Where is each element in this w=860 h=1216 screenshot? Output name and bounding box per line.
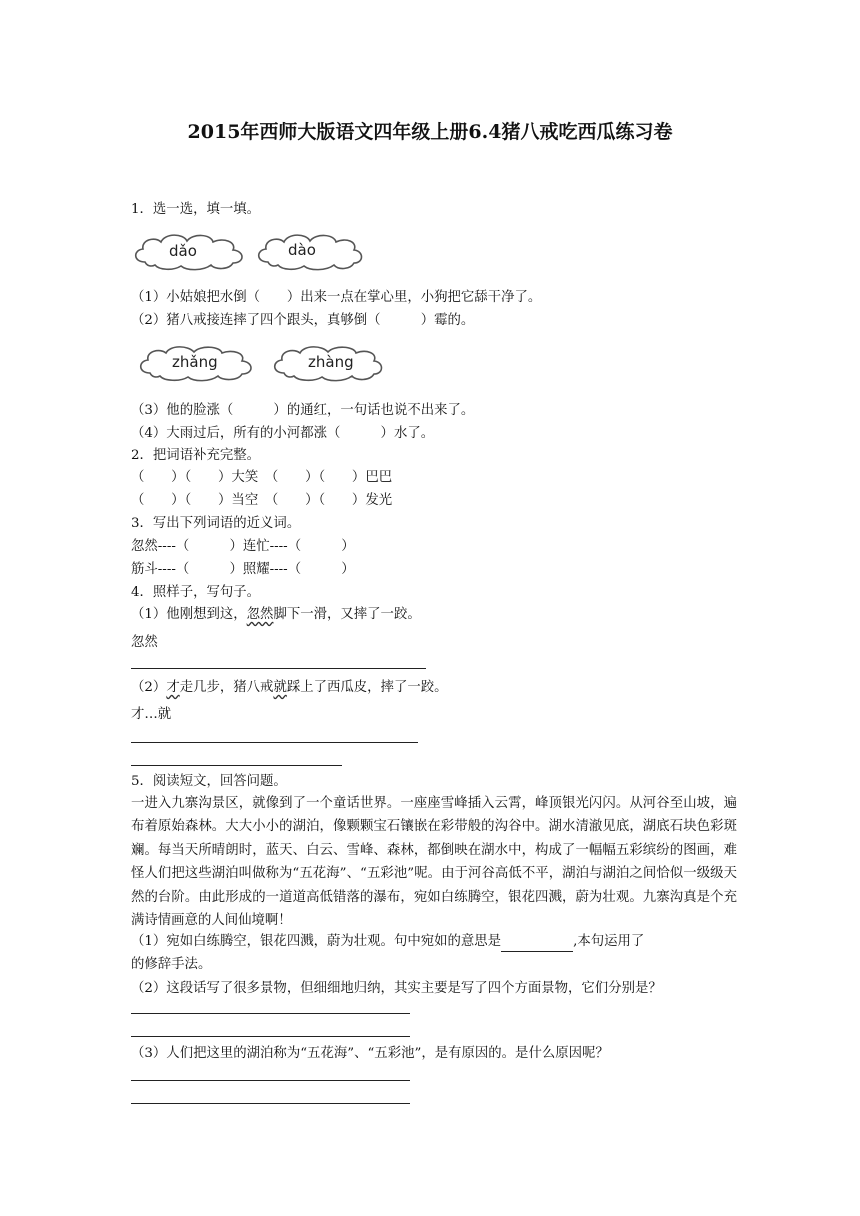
q5-sq1-text-a: （1）宛如白练腾空，银花四溅，蔚为壮观。句中宛如的意思是: [131, 934, 502, 949]
answer-line[interactable]: [131, 742, 418, 743]
cloud-text-zhang3: zhǎng: [172, 353, 218, 371]
q1-sentence-2: （2）猪八戒接连摔了四个跟头，真够倒（ ）霉的。: [131, 313, 475, 328]
q4-heading: 4．照样子，写句子。: [131, 585, 261, 600]
q4-sentence-2: [131, 678, 448, 698]
q1-sentence-4: （4）大雨过后，所有的小河都涨（ ）水了。: [131, 426, 435, 441]
q4-s1-post: 脚下一滑，又摔了一跤。: [273, 607, 421, 622]
pinyin-cloud-dao3: [131, 230, 251, 272]
q5-subquestion-1: [131, 932, 644, 952]
q5-subquestion-3: （3）人们把这里的湖泊称为“五花海”、“五彩池”，是有原因的。是什么原因呢？: [131, 1046, 609, 1061]
answer-line[interactable]: [131, 1103, 410, 1104]
q4-sentence-1: [131, 605, 421, 625]
q1-sentence-1: （1）小姑娘把水倒（ ）出来一点在掌心里，小狗把它舔干净了。: [131, 290, 542, 305]
q1-sentence-3: （3）他的脸涨（ ）的通红，一句话也说不出来了。: [131, 403, 475, 418]
answer-line[interactable]: [131, 1013, 410, 1014]
q4-s1-marked-word: 忽然: [246, 607, 274, 622]
q1-heading: 1．选一选，填一填。: [131, 202, 261, 217]
pinyin-cloud-dao4: [254, 230, 366, 272]
q4-s1-pre: （1）他刚想到这，: [131, 607, 247, 622]
q5-sq1-continuation: 的修辞手法。: [131, 957, 212, 972]
answer-line[interactable]: [131, 668, 426, 669]
q2-row-1: （ ）（ ）大笑 （ ）（ ）巴巴: [131, 470, 393, 485]
q3-heading: 3．写出下列词语的近义词。: [131, 516, 301, 531]
q4-s2-pre: （2）: [131, 680, 167, 695]
cloud-text-dao3: dǎo: [169, 242, 197, 260]
q5-subquestion-2: （2）这段话写了很多景物，但细细地归纳，其实主要是写了四个方面景物，它们分别是？: [131, 981, 662, 996]
q4-s2-marked-word-2: 就: [273, 680, 287, 695]
q4-s2-mid: 走几步，猪八戒: [179, 680, 274, 695]
cloud-text-zhang4: zhàng: [308, 353, 354, 371]
q5-passage: 一进入九寨沟景区，就像到了一个童话世界。一座座雪峰插入云霄，峰顶银光闪闪。从河谷至山坡，遍布着原始森林。大大小小的湖泊，像颗颗宝石镶嵌在彩带般的沟谷中。湖水清澈见底，湖底石块色彩斑斓。每当天所晴朗时，蓝天、白云、雪峰、森林，都倒映在湖水中，构成了一幅幅五彩缤纷的图画，难怪人们把这些湖泊叫做称为“五花海”、“五彩池”呢。由于河谷高低不平，湖泊与湖泊之间恰似一级级天然的台阶。由此形成的一道道高低错落的瀑布，宛如白练腾空，银花四溅，蔚为壮观。九寨沟真是个充满诗情画意的人间仙境啊！: [131, 796, 737, 929]
q4-word-1: 忽然: [131, 635, 158, 650]
answer-line[interactable]: [131, 1036, 410, 1037]
q5-heading: 5．阅读短文，回答问题。: [131, 774, 287, 789]
pinyin-cloud-zhang3: [136, 343, 260, 383]
answer-line[interactable]: [131, 765, 342, 766]
page-title: 2015年西师大版语文四年级上册6.4猪八戒吃西瓜练习卷: [187, 121, 673, 143]
q4-word-2: 才…就: [131, 707, 172, 722]
q2-row-2: （ ）（ ）当空 （ ）（ ）发光: [131, 493, 393, 508]
q3-row-2: 筋斗----（ ）照耀----（ ）: [131, 562, 355, 577]
pinyin-cloud-zhang4: [270, 343, 390, 383]
q5-sq1-text-b: ,本句运用了: [573, 934, 645, 949]
q2-heading: 2．把词语补充完整。: [131, 448, 261, 463]
q4-s2-post: 踩上了西瓜皮，摔了一跤。: [286, 680, 448, 695]
cloud-text-dao4: dào: [288, 241, 316, 259]
q5-sq1-blank[interactable]: [501, 937, 573, 952]
q4-s2-marked-word-1: 才: [166, 680, 180, 695]
q3-row-1: 忽然----（ ）连忙----（ ）: [131, 539, 355, 554]
answer-line[interactable]: [131, 1080, 410, 1081]
